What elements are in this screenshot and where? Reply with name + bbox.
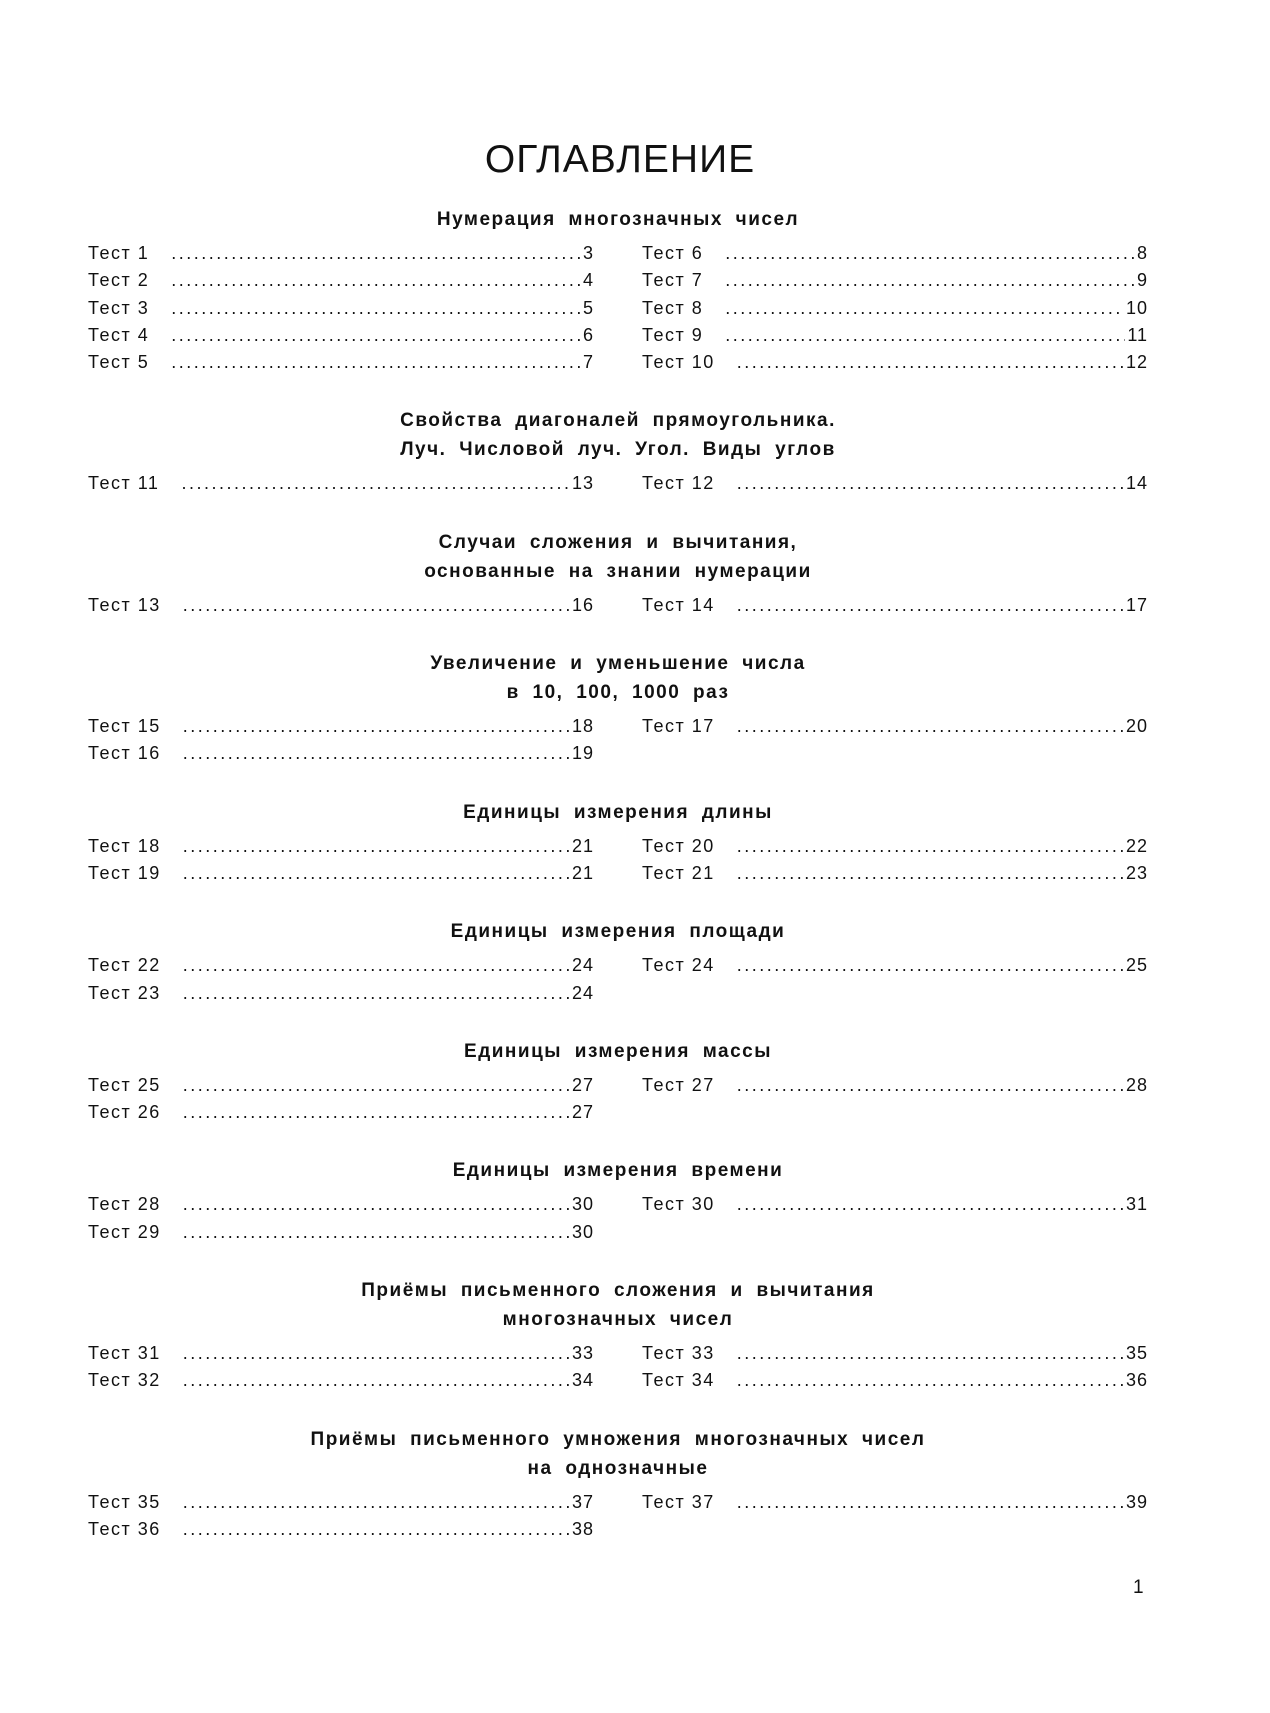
toc-entry[interactable] (88, 1194, 594, 1221)
dot-leader (181, 473, 570, 494)
dot-leader (183, 983, 570, 1004)
section-title-line: Нумерация многозначных чисел (436, 209, 800, 230)
section-title-line: Приёмы письменного сложения и вычитания (361, 1280, 875, 1302)
section-title-line: Единицы измерения времени (452, 1160, 784, 1182)
toc-entry-label: Тест 25 (88, 1074, 161, 1095)
section-title (88, 649, 1148, 707)
toc-entry-page: 31 (1125, 1194, 1148, 1215)
section-title-line: Луч. Числовой луч. Угол. Виды углов (400, 439, 836, 461)
toc-entry[interactable] (88, 1102, 594, 1129)
toc-entry[interactable] (642, 270, 1148, 297)
dot-leader (725, 270, 1135, 291)
section-title (88, 798, 1148, 827)
toc-entry-page: 35 (1125, 1343, 1148, 1364)
toc-entry-page: 21 (571, 835, 594, 856)
toc-entry-page: 16 (571, 594, 594, 615)
toc-entry-label: Тест 26 (88, 1102, 161, 1123)
toc-entry[interactable] (88, 1343, 594, 1370)
toc-entry-page: 28 (1125, 1074, 1148, 1095)
toc-entry-label: Тест 7 (642, 270, 704, 291)
toc-entry-label: Тест 11 (88, 473, 160, 494)
section-title-line: многозначных чисел (502, 1309, 734, 1331)
toc-entry[interactable] (642, 1370, 1148, 1397)
section-title (88, 528, 1148, 586)
section-title (88, 205, 1148, 234)
toc-entry-label: Тест 4 (88, 324, 150, 345)
toc-entry-label: Тест 27 (642, 1074, 715, 1095)
toc-entry[interactable] (88, 595, 594, 622)
toc-entry-page: 14 (1125, 473, 1148, 494)
toc-entry[interactable] (642, 716, 1148, 743)
toc-entry-label: Тест 23 (88, 982, 161, 1003)
toc-entries (88, 473, 1148, 500)
toc-entry-page: 33 (571, 1343, 594, 1364)
toc-entry-label: Тест 19 (88, 862, 161, 883)
toc-entries (88, 955, 1148, 1010)
section-title-line: Единицы измерения массы (464, 1040, 772, 1062)
toc-entry[interactable] (88, 1492, 594, 1519)
toc-section (88, 1037, 1148, 1130)
toc-entry-page: 23 (1125, 862, 1148, 883)
toc-entry[interactable] (88, 298, 594, 325)
toc-entry-label: Тест 37 (642, 1491, 715, 1512)
dot-leader (737, 1370, 1124, 1391)
toc-section (88, 1156, 1148, 1249)
toc-entry-label: Тест 21 (642, 862, 715, 883)
section-title-line: основанные на знании нумерации (424, 560, 812, 582)
toc-entries (88, 1075, 1148, 1130)
toc-entry-label: Тест 2 (88, 270, 150, 291)
toc-entry-label: Тест 10 (642, 352, 715, 373)
toc-entry[interactable] (88, 270, 594, 297)
dot-leader (183, 836, 570, 857)
dot-leader (171, 243, 581, 264)
toc-entry-label: Тест 15 (88, 716, 161, 737)
toc-entry-page: 37 (571, 1491, 594, 1512)
toc-entry-label: Тест 20 (642, 835, 715, 856)
toc-entry-label: Тест 31 (88, 1343, 161, 1364)
toc-entry-label: Тест 12 (642, 473, 715, 494)
table-of-contents (88, 205, 1148, 1573)
toc-entry[interactable] (642, 836, 1148, 863)
toc-entry-label: Тест 34 (642, 1370, 715, 1391)
toc-entry[interactable] (642, 352, 1148, 379)
toc-entry-label: Тест 14 (642, 594, 715, 615)
section-title (88, 917, 1148, 946)
dot-leader (737, 352, 1124, 373)
toc-entry[interactable] (642, 325, 1148, 352)
dot-leader (737, 1194, 1124, 1215)
toc-entry[interactable] (88, 1075, 594, 1102)
toc-entry-page: 18 (571, 716, 594, 737)
dot-leader (171, 270, 581, 291)
dot-leader (183, 1075, 570, 1096)
toc-entry[interactable] (88, 1222, 594, 1249)
toc-section (88, 917, 1148, 1010)
toc-entry[interactable] (642, 1343, 1148, 1370)
toc-entry-page: 9 (1136, 270, 1148, 291)
toc-entry[interactable] (88, 352, 594, 379)
toc-entry-page: 13 (571, 473, 594, 494)
dot-leader (171, 352, 581, 373)
toc-entry-page: 25 (1125, 955, 1148, 976)
toc-entries (88, 1492, 1148, 1547)
page-number: 1 (1133, 1577, 1144, 1598)
dot-leader (183, 716, 570, 737)
toc-entry-page: 36 (1125, 1370, 1148, 1391)
dot-leader (737, 1343, 1124, 1364)
toc-section (88, 649, 1148, 771)
toc-entry[interactable] (642, 243, 1148, 270)
toc-entry-label: Тест 8 (642, 297, 704, 318)
toc-entry-page: 5 (582, 297, 594, 318)
dot-leader (725, 325, 1125, 346)
dot-leader (737, 836, 1124, 857)
toc-entry-page: 24 (571, 955, 594, 976)
toc-entry-page: 7 (582, 352, 594, 373)
dot-leader (737, 1492, 1124, 1513)
dot-leader (725, 298, 1124, 319)
toc-entries (88, 595, 1148, 622)
dot-leader (737, 1075, 1124, 1096)
toc-entry[interactable] (88, 863, 594, 890)
toc-entry-label: Тест 9 (642, 324, 704, 345)
toc-entry-label: Тест 22 (88, 955, 161, 976)
toc-entries (88, 836, 1148, 891)
toc-entry-label: Тест 35 (88, 1491, 161, 1512)
toc-entry-page: 20 (1125, 716, 1148, 737)
toc-entries (88, 243, 1148, 379)
dot-leader (725, 243, 1135, 264)
toc-entry-label: Тест 32 (88, 1370, 161, 1391)
toc-section (88, 1425, 1148, 1547)
dot-leader (183, 1519, 570, 1540)
section-title (88, 406, 1148, 464)
section-title (88, 1276, 1148, 1334)
toc-entry-page: 27 (571, 1102, 594, 1123)
toc-entry-page: 11 (1127, 324, 1148, 345)
toc-entry-label: Тест 33 (642, 1343, 715, 1364)
toc-entry[interactable] (88, 836, 594, 863)
toc-entry[interactable] (88, 983, 594, 1010)
toc-entry[interactable] (642, 1194, 1148, 1221)
section-title-line: Увеличение и уменьшение числа (430, 653, 806, 675)
toc-entry-page: 12 (1125, 352, 1148, 373)
toc-entry-label: Тест 3 (88, 297, 150, 318)
toc-entries (88, 1343, 1148, 1398)
section-title-line: Единицы измерения длины (463, 801, 773, 823)
toc-entry-label: Тест 18 (88, 835, 161, 856)
dot-leader (737, 473, 1124, 494)
toc-entry-page: 39 (1125, 1491, 1148, 1512)
toc-entry-label: Тест 6 (642, 243, 704, 263)
toc-entry-page: 38 (571, 1518, 594, 1539)
dot-leader (183, 1194, 570, 1215)
toc-entry-page: 10 (1125, 297, 1148, 318)
toc-entry[interactable] (642, 473, 1148, 500)
toc-entry[interactable] (88, 243, 594, 270)
toc-entry-page: 30 (571, 1221, 594, 1242)
dot-leader (183, 1343, 570, 1364)
toc-entry-label: Тест 17 (642, 716, 715, 737)
section-title (88, 1425, 1148, 1483)
toc-entry-page: 34 (571, 1370, 594, 1391)
dot-leader (183, 863, 570, 884)
section-title-line: Случаи сложения и вычитания, (438, 531, 798, 553)
toc-entry[interactable] (88, 1370, 594, 1397)
toc-entry[interactable] (642, 1075, 1148, 1102)
dot-leader (737, 716, 1124, 737)
dot-leader (183, 955, 570, 976)
page-title: ОГЛАВЛЕНИЕ (484, 138, 756, 181)
dot-leader (183, 1102, 570, 1123)
toc-section (88, 528, 1148, 622)
dot-leader (183, 595, 570, 616)
dot-leader (171, 325, 581, 346)
toc-section (88, 406, 1148, 500)
toc-entry-page: 17 (1125, 594, 1148, 615)
toc-entry[interactable] (88, 743, 594, 770)
toc-entry-page: 27 (571, 1074, 594, 1095)
toc-entry-page: 3 (582, 243, 594, 263)
toc-entry[interactable] (642, 595, 1148, 622)
toc-entry-page: 22 (1125, 835, 1148, 856)
dot-leader (737, 595, 1124, 616)
section-title (88, 1156, 1148, 1185)
toc-entry-page: 30 (571, 1194, 594, 1215)
toc-entry[interactable] (642, 955, 1148, 982)
toc-entry[interactable] (642, 1492, 1148, 1519)
toc-entry[interactable] (88, 716, 594, 743)
toc-entry-label: Тест 24 (642, 955, 715, 976)
section-title-line: на однозначные (527, 1457, 709, 1479)
dot-leader (737, 955, 1124, 976)
dot-leader (183, 1492, 570, 1513)
dot-leader (183, 743, 570, 764)
toc-entry-page: 19 (571, 743, 594, 764)
toc-entries (88, 716, 1148, 771)
toc-entry-label: Тест 13 (88, 594, 161, 615)
toc-entry-label: Тест 28 (88, 1194, 161, 1215)
toc-entry-page: 6 (582, 324, 594, 345)
toc-entry[interactable] (88, 955, 594, 982)
toc-entry-page: 21 (571, 862, 594, 883)
toc-section (88, 1276, 1148, 1398)
toc-entry-page: 4 (582, 270, 594, 291)
toc-section (88, 798, 1148, 891)
dot-leader (183, 1222, 570, 1243)
toc-entry-label: Тест 5 (88, 352, 150, 373)
toc-entry[interactable] (642, 863, 1148, 890)
dot-leader (183, 1370, 570, 1391)
toc-entry-page: 8 (1136, 243, 1148, 263)
toc-entry[interactable] (642, 298, 1148, 325)
toc-entry-label: Тест 36 (88, 1518, 161, 1539)
toc-entry-page: 24 (571, 982, 594, 1003)
toc-entry-label: Тест 29 (88, 1221, 161, 1242)
section-title-line: Свойства диагоналей прямоугольника. (400, 410, 836, 432)
dot-leader (737, 863, 1124, 884)
section-title (88, 1037, 1148, 1066)
dot-leader (171, 298, 581, 319)
toc-section (88, 205, 1148, 379)
toc-entry[interactable] (88, 1519, 594, 1546)
section-title-line: Единицы измерения площади (450, 921, 786, 943)
section-title-line: в 10, 100, 1000 раз (506, 682, 730, 704)
toc-entry-label: Тест 16 (88, 743, 161, 764)
section-title-line: Приёмы письменного умножения многозначных чисел (310, 1428, 926, 1450)
toc-entry[interactable] (88, 325, 594, 352)
toc-entry-label: Тест 1 (88, 243, 150, 263)
toc-entry-label: Тест 30 (642, 1194, 715, 1215)
toc-entry[interactable] (88, 473, 594, 500)
toc-entries (88, 1194, 1148, 1249)
